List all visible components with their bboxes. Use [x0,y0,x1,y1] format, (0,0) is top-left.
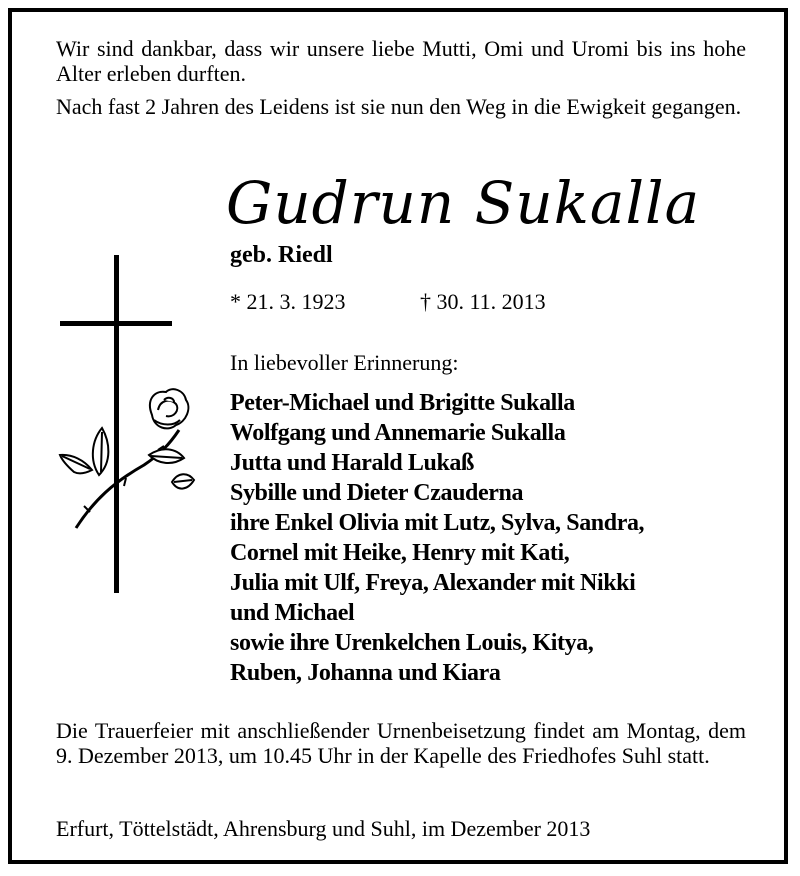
intro-paragraph-1: Wir sind dankbar, dass wir unsere liebe Mutti, Omi und Uromi bis ins hohe Alter erleben durften. [56,36,746,86]
closing-line: Erfurt, Töttelstädt, Ahrensburg und Suhl, im Dezember 2013 [56,816,591,841]
service-text: Die Trauerfeier mit anschließender Urnenbeisetzung findet am Montag, dem 9. Dezember 2013, um 10.45 Uhr in der Kapelle des Friedhofes Suhl statt. [56,718,746,768]
mourner-line: ihre Enkel Olivia mit Lutz, Sylva, Sandra, [230,510,645,536]
mourner-line: Julia mit Ulf, Freya, Alexander mit Nikki [230,570,636,596]
mourner-line: sowie ihre Urenkelchen Louis, Kitya, [230,630,594,656]
cross-with-rose-icon [54,250,234,600]
intro-paragraph-2: Nach fast 2 Jahren des Leidens ist sie nun den Weg in die Ewigkeit gegangen. [56,94,742,119]
mourner-line: und Michael [230,600,355,626]
memory-line: In liebevoller Erinnerung: [230,350,459,375]
maiden-name: geb. Riedl [230,242,333,268]
death-date: † 30. 11. 2013 [420,289,546,314]
mourner-line: Sybille und Dieter Czauderna [230,480,524,506]
birth-date: * 21. 3. 1923 [230,289,346,314]
mourner-line: Cornel mit Heike, Henry mit Kati, [230,540,570,566]
mourner-line: Wolfgang und Annemarie Sukalla [230,420,566,446]
intro-text [56,36,746,127]
mourner-line: Peter-Michael und Brigitte Sukalla [230,390,575,416]
mourner-line: Ruben, Johanna und Kiara [230,660,501,686]
mourners-list [230,388,644,688]
mourner-line: Jutta und Harald Lukaß [230,450,474,476]
deceased-name: Gudrun Sukalla [226,169,701,237]
life-dates [230,289,546,315]
